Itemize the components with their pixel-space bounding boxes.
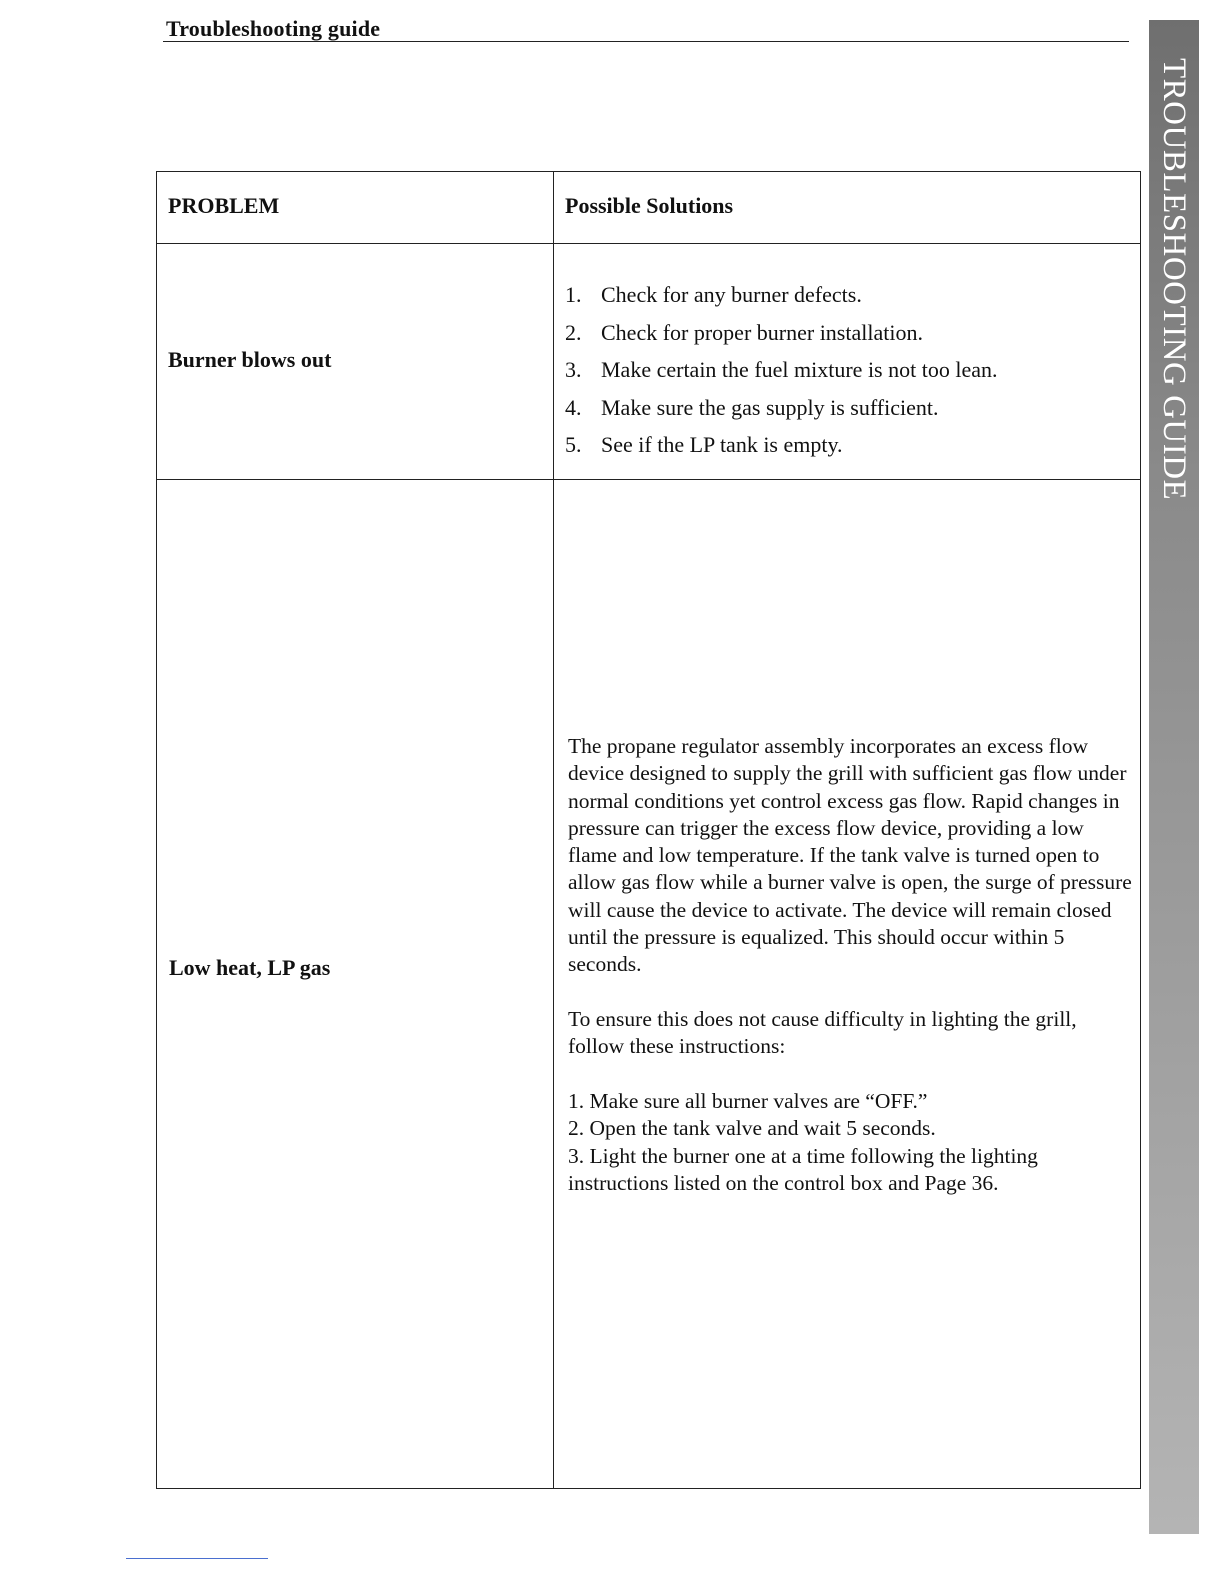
side-tab-label: TROUBLESHOOTING GUIDE xyxy=(1156,58,1192,501)
solution-paragraph-excess-flow: The propane regulator assembly incorporates an excess flow device designed to supply the grill with sufficient gas flow under normal conditions yet control excess gas flow. Rapid changes in pressure can trigger the excess flow device, providing a low flame and low temperature. If the tank valve is turned open to allow gas flow while a burner valve is open, the surge of pressure will cause the device to activate. The device will remain closed until the pressure is equalized. This should occur within 5 seconds. xyxy=(568,734,1132,977)
column-header-solutions: Possible Solutions xyxy=(565,193,734,218)
list-item: 3. Light the burner one at a time following the lighting instructions listed on the control box and Page 36. xyxy=(568,1143,1038,1195)
solution-list xyxy=(565,276,997,464)
footer-rule xyxy=(126,1558,268,1559)
page-title: Troubleshooting guide xyxy=(166,16,381,41)
problem-burner-blows-out: Burner blows out xyxy=(168,347,332,372)
table-header-divider xyxy=(156,243,1141,244)
list-item: 1. Make sure all burner valves are “OFF.” xyxy=(568,1089,928,1113)
list-item: 3. Make certain the fuel mixture is not too lean. xyxy=(565,357,998,382)
problem-low-heat-lp-gas: Low heat, LP gas xyxy=(169,955,331,980)
list-item: 5. See if the LP tank is empty. xyxy=(565,432,843,457)
column-header-problem: PROBLEM xyxy=(168,193,280,218)
header-rule xyxy=(163,41,1129,42)
table-column-divider xyxy=(553,171,554,1489)
list-item: 1. Check for any burner defects. xyxy=(565,282,862,307)
list-item: 2. Check for proper burner installation. xyxy=(565,319,923,345)
list-item: 4. Make sure the gas supply is sufficient. xyxy=(565,394,939,420)
list-item: 2. Open the tank valve and wait 5 seconds. xyxy=(568,1116,936,1141)
solution-paragraph-instructions: To ensure this does not cause difficulty in lighting the grill, follow these instructions: xyxy=(568,1007,1077,1059)
lighting-steps xyxy=(568,1088,1138,1197)
table-row-divider xyxy=(156,479,1141,480)
